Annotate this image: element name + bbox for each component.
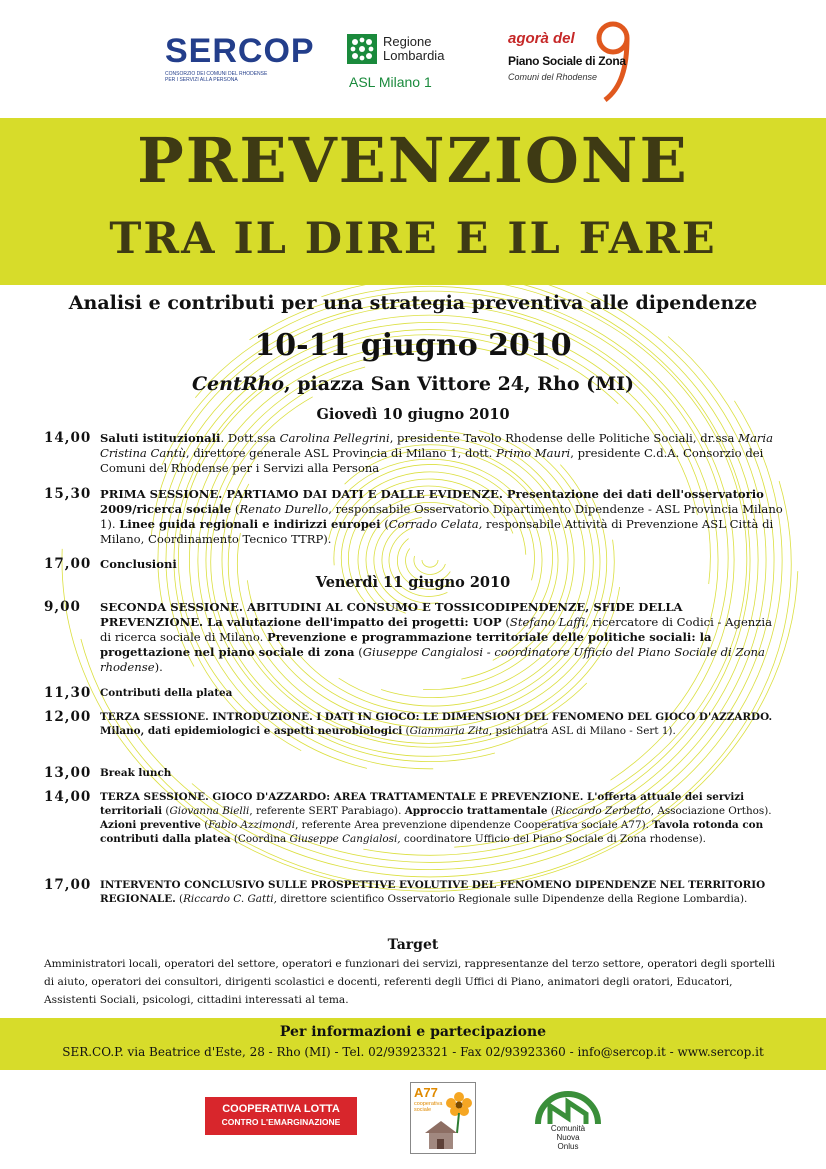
program-row-4 — [44, 600, 784, 675]
program-desc: TERZA SESSIONE. INTRODUZIONE. I DATI IN GIOCO: LE DIMENSIONI DEL FENOMENO DEL GIOCO D'AZZARDO. Milano, dati epidemiologici e aspetti neurobiologici (Gianmaria Zita, psichiatra ASL di Milano - Sert 1). — [100, 711, 773, 737]
program-desc: PRIMA SESSIONE. PARTIAMO DAI DATI E DALLE EVIDENZE. Presentazione dei dati dell'osservatorio 2009/ricerca sociale (Renato Durello, responsabile Osservatorio Dipartimento Dipendenze - ASL Provincia Milano 1). Linee guida regionali e indirizzi europei (Corrado Celata, responsabile Attività di Prevenzione ASL Città di Milano, Coordinamento Tecnico TTRP). — [100, 487, 783, 546]
program-time: 14,00 — [44, 430, 92, 446]
program-row-1 — [44, 431, 784, 476]
agora-line3: Comuni del Rhodense — [508, 72, 598, 82]
sercop-logo-name: SERCOP — [165, 32, 315, 70]
program-row-8 — [44, 790, 784, 846]
program-time: 11,30 — [44, 685, 92, 701]
program-time: 17,00 — [44, 877, 92, 893]
sercop-logo-sub2: PER I SERVIZI ALLA PERSONA — [165, 77, 238, 83]
event-subtitle: Analisi e contributi per una strategia preventiva alle dipendenze — [68, 292, 758, 314]
day1-heading: Giovedì 10 giugno 2010 — [316, 406, 510, 423]
program-row-5 — [44, 686, 784, 700]
main-title: PREVENZIONE — [137, 124, 689, 197]
program-desc: TERZA SESSIONE. GIOCO D'AZZARDO: AREA TRATTAMENTALE E PREVENZIONE. L'offerta attuale dei servizi territoriali (Giovanna Bielli, referente SERT Parabiago). Approccio trattamentale (Riccardo Zerbetto, Associazione Orthos). Azioni preventive (Fabio Azzimondi, referente Area prevenzione dipendenze Cooperativa sociale A77). Tavola rotonda con contributi dalla platea (Coordina Giuseppe Cangialosi, coordinatore Ufficio del Piano Sociale di Zona rhodense). — [100, 791, 772, 845]
program-row-3 — [44, 557, 784, 572]
program-row-7 — [44, 766, 784, 780]
program-desc: Conclusioni — [100, 557, 177, 571]
program-time: 12,00 — [44, 709, 92, 725]
target-text: Amministratori locali, operatori del settore, operatori e funzionari dei servizi, rappresentanze del terzo settore, operatori degli sportelli di aiuto, operatori dei consultori, dirigenti scolastici e docenti, referenti degli Uffici di Piano, animatori degli oratori, Educatori, Assistenti Sociali, psicologi, cittadini interessati al tema. — [44, 958, 775, 1006]
agora-logo — [508, 8, 633, 104]
regione-line1: Regione — [383, 34, 432, 49]
program-time: 17,00 — [44, 556, 92, 572]
a77-label: A77 — [414, 1085, 438, 1100]
lotta-line2: CONTRO L'EMARGINAZIONE — [221, 1117, 341, 1127]
comunita-nuova-icon — [528, 1084, 608, 1128]
program-time: 15,30 — [44, 486, 92, 502]
program-desc: Saluti istituzionali. Dott.ssa Carolina Pellegrini, presidente Tavolo Rhodense delle Politiche Sociali, dr.ssa Maria Cristina Cantù, direttore generale ASL Provincia di Milano 1, dott. Primo Mauri, presidente C.d.A. Consorzio dei Comuni del Rhodense per i Servizi alla Persona — [100, 431, 774, 475]
event-date: 10-11 giugno 2010 — [254, 328, 572, 363]
program-desc: Contributi della platea — [100, 687, 233, 699]
cn-line1: Comunità — [550, 1124, 586, 1133]
a77-logo — [410, 1082, 476, 1154]
sercop-logo-sub1: CONSORZIO DEI COMUNI DEL RHODENSE — [165, 71, 268, 77]
venue-name: CentRho — [191, 373, 285, 395]
cn-line2: Nuova — [556, 1133, 580, 1142]
asl-label: ASL Milano 1 — [349, 74, 432, 90]
agora-line2: Piano Sociale di Zona — [508, 54, 626, 68]
program-desc: INTERVENTO CONCLUSIVO SULLE PROSPETTIVE EVOLUTIVE DEL FENOMENO DIPENDENZE NEL TERRITORIO REGIONALE. (Riccardo C. Gatti, direttore scientifico Osservatorio Regionale sulle Dipendenze della Regione Lombardia). — [100, 879, 766, 905]
event-place — [0, 373, 826, 395]
cooperativa-lotta-logo — [205, 1097, 357, 1135]
regione-lombardia-logo — [347, 34, 467, 94]
comunita-nuova-logo — [528, 1084, 608, 1156]
program-time: 14,00 — [44, 789, 92, 805]
cn-line3: Onlus — [557, 1142, 579, 1151]
regione-line2: Lombardia — [383, 48, 445, 63]
program-time: 9,00 — [44, 599, 81, 615]
day2-heading: Venerdì 11 giugno 2010 — [315, 574, 511, 591]
flower-house-icon — [411, 1083, 475, 1153]
program-row-9 — [44, 878, 784, 906]
sercop-logo — [165, 32, 315, 102]
agora-line1: agorà del — [508, 30, 575, 47]
program-desc: Break lunch — [100, 767, 172, 779]
lombardia-rose-icon — [347, 34, 377, 64]
info-heading: Per informazioni e partecipazione — [279, 1024, 547, 1040]
program-desc: SECONDA SESSIONE. ABITUDINI AL CONSUMO E TOSSICODIPENDENZE, SFIDE DELLA PREVENZIONE. La valutazione dell'impatto dei progetti: UOP (Stefano Laffi, ricercatore di Codici - Agenzia di ricerca sociale di Milano. Prevenzione e programmazione territoriale delle politiche sociali: la progettazione nel piano sociale di zona (Giuseppe Cangialosi - coordinatore Ufficio del Piano Sociale di Zona rhodense). — [100, 600, 773, 674]
main-subtitle: TRA IL DIRE E IL FARE — [109, 214, 717, 264]
venue-address: , piazza San Vittore 24, Rho (MI) — [284, 373, 635, 395]
target-heading: Target — [387, 937, 439, 953]
program-row-6 — [44, 710, 784, 738]
info-contact: SER.CO.P. via Beatrice d'Este, 28 - Rho (MI) - Tel. 02/93923321 - Fax 02/93923360 - info@sercop.it - www.sercop.it — [62, 1045, 764, 1059]
lotta-line1: COOPERATIVA LOTTA — [222, 1103, 340, 1115]
a77-sub: cooperativa sociale — [414, 1101, 443, 1113]
program-row-2 — [44, 487, 784, 547]
program-time: 13,00 — [44, 765, 92, 781]
